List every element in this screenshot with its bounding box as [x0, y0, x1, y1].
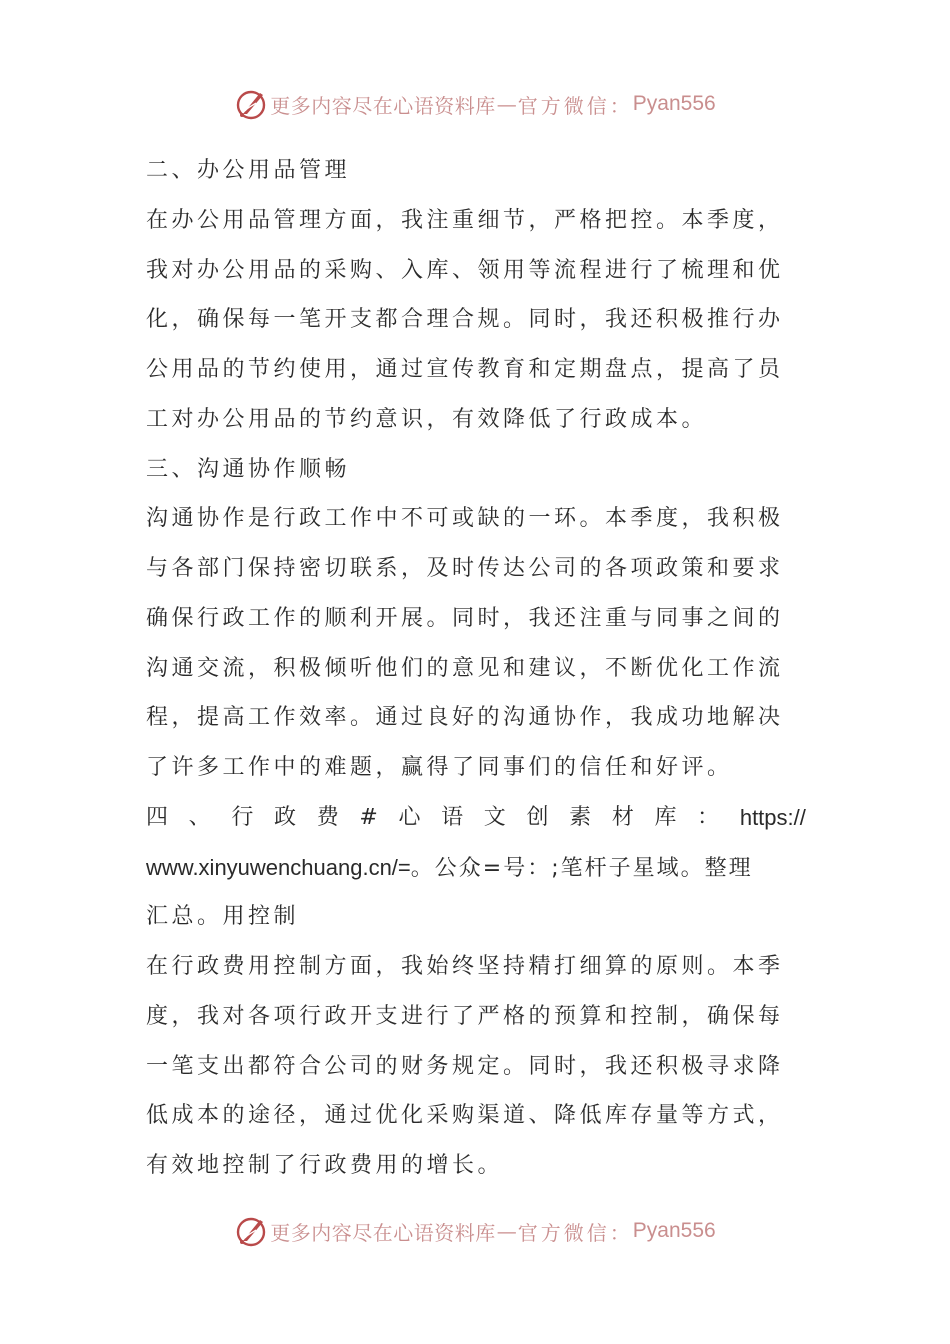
- heading-char: 四: [146, 804, 169, 830]
- banner-wechat-id: Pyan556: [632, 92, 716, 115]
- paragraph-line: 确保行政工作的顺利开展。同时，我还注重与同事之间的: [146, 605, 784, 631]
- heading-char: 文: [483, 804, 506, 830]
- url-link[interactable]: www.xinyuwenchuang.cn/=: [146, 854, 411, 880]
- banner-text: 更多内容尽在心语资料库: [270, 1220, 496, 1245]
- paragraph-line: 化，确保每一笔开支都合理合规。同时，我还积极推行办: [146, 307, 784, 333]
- banner-dash: —: [496, 92, 517, 116]
- banner-wechat-id: Pyan556: [632, 1219, 716, 1242]
- url-line-rest: 。公众=号：;笔杆子星域。整理: [410, 855, 753, 881]
- paragraph-line: 沟通协作是行政工作中不可或缺的一环。本季度，我积极: [146, 506, 784, 532]
- banner-wechat-label: 官方微信：: [517, 93, 633, 118]
- paragraph-line: 沟通交流，积极倾听他们的意见和建议，不断优化工作流: [146, 655, 784, 681]
- heading-char: #: [359, 804, 378, 830]
- section-heading: 汇总。用控制: [146, 904, 300, 930]
- heading-char: 创: [526, 804, 549, 830]
- section-heading: 三、沟通协作顺畅: [146, 456, 351, 482]
- heading-char: 语: [441, 804, 464, 830]
- heading-char: ：: [697, 804, 720, 830]
- paragraph-line: 度，我对各项行政开支进行了严格的预算和控制，确保每: [146, 1003, 784, 1029]
- heading-char: 费: [316, 804, 339, 830]
- heading-char: 素: [569, 804, 592, 830]
- paragraph-line: 低成本的途径，通过优化采购渠道、降低库存量等方式，: [146, 1103, 784, 1129]
- paragraph-line: 与各部门保持密切联系，及时传达公司的各项政策和要求: [146, 556, 784, 581]
- document-body: [146, 146, 806, 1191]
- heading-char: 心: [398, 804, 421, 830]
- paragraph-line: 工对办公用品的节约意识，有效降低了行政成本。: [146, 406, 708, 432]
- paragraph-line: 程，提高工作效率。通过良好的沟通协作，我成功地解决: [146, 705, 784, 731]
- paragraph-line: 公用品的节约使用，通过宣传教育和定期盘点，提高了员: [146, 357, 784, 382]
- banner-text: 更多内容尽在心语资料库: [270, 93, 496, 118]
- banner-dash: —: [496, 1219, 517, 1243]
- section-heading: 二、办公用品管理: [146, 158, 351, 183]
- paragraph-line: 了许多工作中的难题，赢得了同事们的信任和好评。: [146, 755, 733, 780]
- banner-wechat-label: 官方微信：: [517, 1220, 633, 1245]
- paragraph-line: 有效地控制了行政费用的增长。: [146, 1153, 504, 1178]
- url-line: [146, 843, 806, 893]
- section-heading-spread: [146, 793, 806, 843]
- heading-char: 材: [611, 804, 634, 830]
- heading-char: 、: [188, 804, 211, 830]
- paragraph-line: 在行政费用控制方面，我始终坚持精打细算的原则。本季: [146, 954, 784, 979]
- paragraph-line: 我对办公用品的采购、入库、领用等流程进行了梳理和优: [146, 257, 784, 283]
- footer-banner: [0, 1211, 950, 1251]
- url-link-start[interactable]: https://: [739, 804, 806, 830]
- heading-char: 库: [654, 804, 677, 830]
- header-banner: [0, 84, 950, 124]
- paragraph-line: 一笔支出都符合公司的财务规定。同时，我还积极寻求降: [146, 1053, 784, 1079]
- heading-char: 行: [231, 804, 254, 830]
- quill-logo-icon: [234, 87, 268, 121]
- quill-logo-icon: [234, 1214, 268, 1248]
- paragraph-line: 在办公用品管理方面，我注重细节，严格把控。本季度，: [146, 207, 784, 233]
- heading-char: 政: [274, 804, 297, 830]
